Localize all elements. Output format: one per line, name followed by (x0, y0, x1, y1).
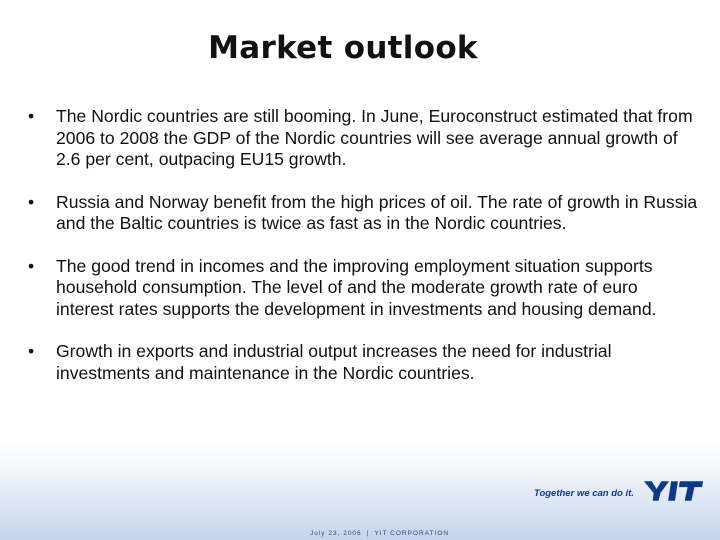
yit-logo (642, 478, 704, 504)
bullet-item-2 (28, 192, 700, 235)
bullet-text: The Nordic countries are still booming. In June, Euroconstruct estimated that from 2006 to 2008 the GDP of the Nordic countries will see average annual growth of 2.6 per cent, outpacing EU15 growth. (56, 106, 693, 169)
bullet-marker: • (28, 255, 35, 276)
bullet-item-3 (28, 256, 700, 321)
slide-title: Market outlook (208, 30, 478, 66)
bullet-text: Russia and Norway benefit from the high prices of oil. The rate of growth in Russia and the Baltic countries is twice as fast as in the Nordic countries. (56, 191, 698, 233)
footer-company: YIT CORPORATION (374, 530, 450, 537)
bullet-text: Growth in exports and industrial output increases the need for industrial investments and maintenance in the Nordic countries. (56, 341, 612, 383)
footer-date: July 23, 2006 (310, 530, 362, 537)
bullet-marker: • (28, 106, 35, 126)
bullet-item-4 (28, 341, 700, 384)
footer-separator: | (366, 530, 370, 537)
brand-tagline: Together we can do it. (534, 487, 634, 499)
slide-footer (310, 530, 449, 537)
bullet-marker: • (28, 341, 35, 361)
brand-logo-area (534, 476, 704, 506)
bullet-text: The good trend in incomes and the improving employment situation supports household consumption. The level of and the moderate growth rate of euro interest rates supports the development in investments and housing demand. (56, 255, 657, 319)
bullet-list (28, 106, 700, 384)
bullet-item-1 (28, 106, 700, 171)
bullet-marker: • (28, 191, 35, 212)
